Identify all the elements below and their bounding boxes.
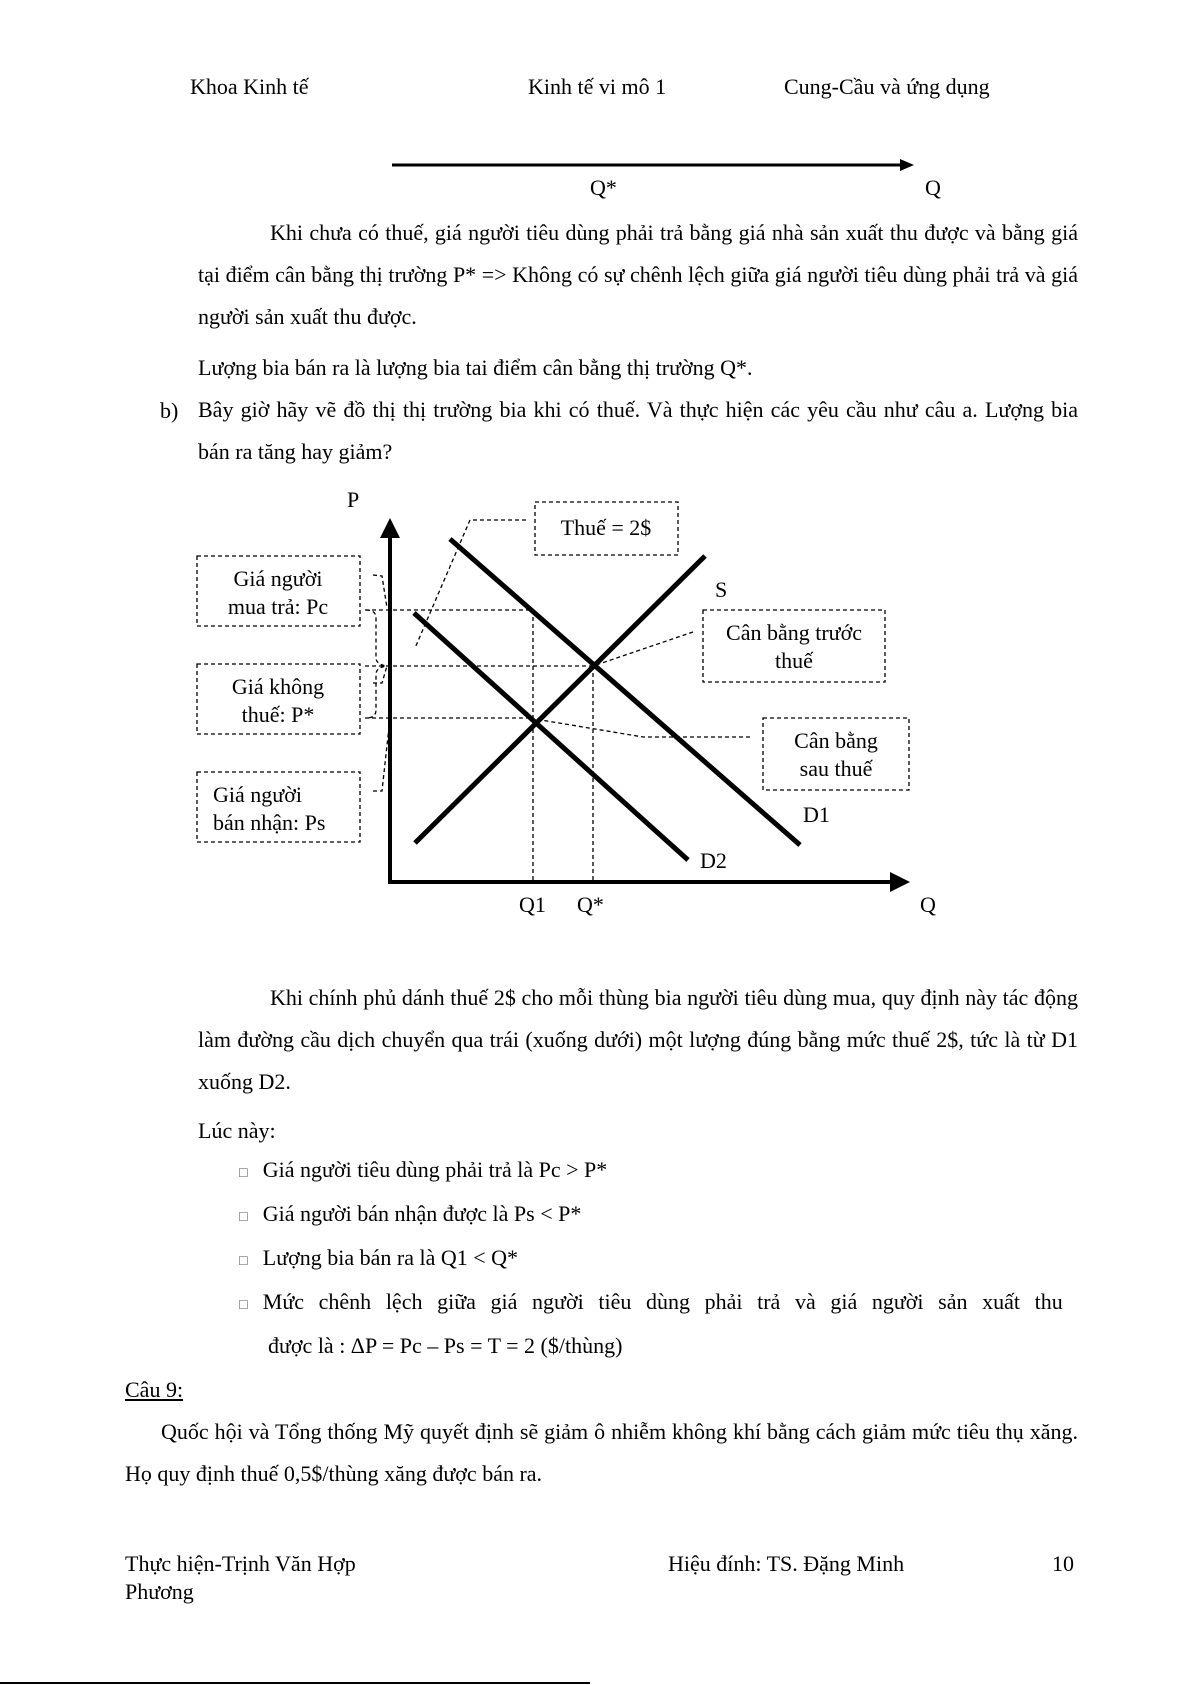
tax-brace: [366, 610, 386, 718]
demand-curve-d2: [414, 613, 688, 860]
bullet-item: ☐ Giá người tiêu dùng phải trả là Pc > P*: [238, 1157, 608, 1182]
before-tax-text-2: thuế: [775, 648, 813, 673]
after-tax-text-1: Cân bằng: [794, 728, 878, 753]
p-axis-label: P: [347, 487, 360, 512]
paragraph-tax-effect: Khi chính phủ dánh thuế 2$ cho mỗi thùng bia người tiêu dùng mua, quy định này tác động làm đường cầu dịch chuyển qua trái (xuống dưới) một lượng đúng bằng mức thuế 2$, tức là từ D1 xuống D2.: [198, 985, 1078, 1094]
d1-label: D1: [803, 802, 830, 827]
s-label: S: [715, 577, 728, 602]
top-qstar-label: Q*: [590, 175, 617, 200]
bullet-item: ☐ Giá người bán nhận được là Ps < P*: [238, 1201, 582, 1226]
q1-tick-label: Q1: [519, 892, 546, 917]
header-course: Kinh tế vi mô 1: [528, 74, 667, 99]
bullet-item: ☐ Mức chênh lệch giữa giá người tiêu dùng phải trả và giá người sản xuất thu: [238, 1289, 1063, 1314]
question-text: Quốc hội và Tổng thống Mỹ quyết định sẽ giảm ô nhiễm không khí bằng cách giảm mức tiêu thụ xăng. Họ quy định thuế 0,5$/thùng xăng được bán ra.: [125, 1419, 1078, 1486]
empty-box-icon: ☐: [238, 1166, 249, 1180]
paragraph-no-tax: Khi chưa có thuế, giá người tiêu dùng phải trả bằng giá nhà sản xuất thu được và bằng giá tại điểm cân bằng thị trường P* => Không có sự chênh lệch giữa giá người tiêu dùng phải trả và giá người sản xuất thu được.: [198, 220, 1078, 329]
page-number: 10: [1052, 1551, 1074, 1576]
pc-leader: [373, 575, 387, 608]
header-topic: Cung-Cầu và ứng dụng: [784, 74, 990, 99]
footer-reviewer: Hiệu đính: TS. Đặng Minh: [668, 1551, 905, 1576]
qstar-tick-label: Q*: [577, 892, 604, 917]
pstar-leader: [373, 666, 387, 683]
paragraph-quantity: Lượng bia bán ra là lượng bia tai điểm cân bằng thị trường Q*.: [198, 355, 753, 380]
empty-box-icon: ☐: [238, 1298, 249, 1312]
footer-author: Thực hiện-Trịnh Văn Hợp: [125, 1551, 356, 1576]
before-tax-text-1: Cân bằng trước: [726, 620, 862, 645]
pc-box-text-1: Giá người: [233, 566, 323, 591]
supply-curve-s: [415, 556, 705, 843]
q-axis-label: Q: [920, 892, 936, 917]
bullet-continuation: được là : ΔP = Pc – Ps = T = 2 ($/thùng): [268, 1333, 623, 1358]
top-q-label: Q: [925, 175, 941, 200]
pstar-box-text-2: thuế: P*: [241, 702, 315, 727]
d2-label: D2: [700, 848, 727, 873]
tax-box-text: Thuế = 2$: [560, 515, 652, 540]
footer-author-line2: Phương: [125, 1579, 194, 1604]
empty-box-icon: ☐: [238, 1210, 249, 1224]
after-tax-leader: [535, 719, 750, 737]
pc-box-text-2: mua trả: Pc: [227, 594, 329, 619]
ps-leader: [373, 718, 390, 791]
ps-box-text-1: Giá người: [213, 782, 302, 807]
item-b-marker: b): [160, 398, 179, 423]
question-title: Câu 9:: [125, 1377, 184, 1402]
header-faculty: Khoa Kinh tế: [190, 74, 309, 99]
empty-box-icon: ☐: [238, 1254, 249, 1268]
bullet-item: ☐ Lượng bia bán ra là Q1 < Q*: [238, 1245, 519, 1270]
item-b-text: Bây giờ hãy vẽ đồ thị thị trường bia khi có thuế. Và thực hiện các yêu cầu như câu a. Lượng bia bán ra tăng hay giảm?: [198, 397, 1078, 464]
pstar-box-text-1: Giá không: [231, 674, 325, 699]
after-tax-text-2: sau thuế: [799, 756, 873, 781]
ps-box-text-2: bán nhận: Ps: [213, 810, 326, 835]
paragraph-at-this-time: Lúc này:: [198, 1118, 276, 1143]
bottom-rule: [0, 1682, 590, 1684]
